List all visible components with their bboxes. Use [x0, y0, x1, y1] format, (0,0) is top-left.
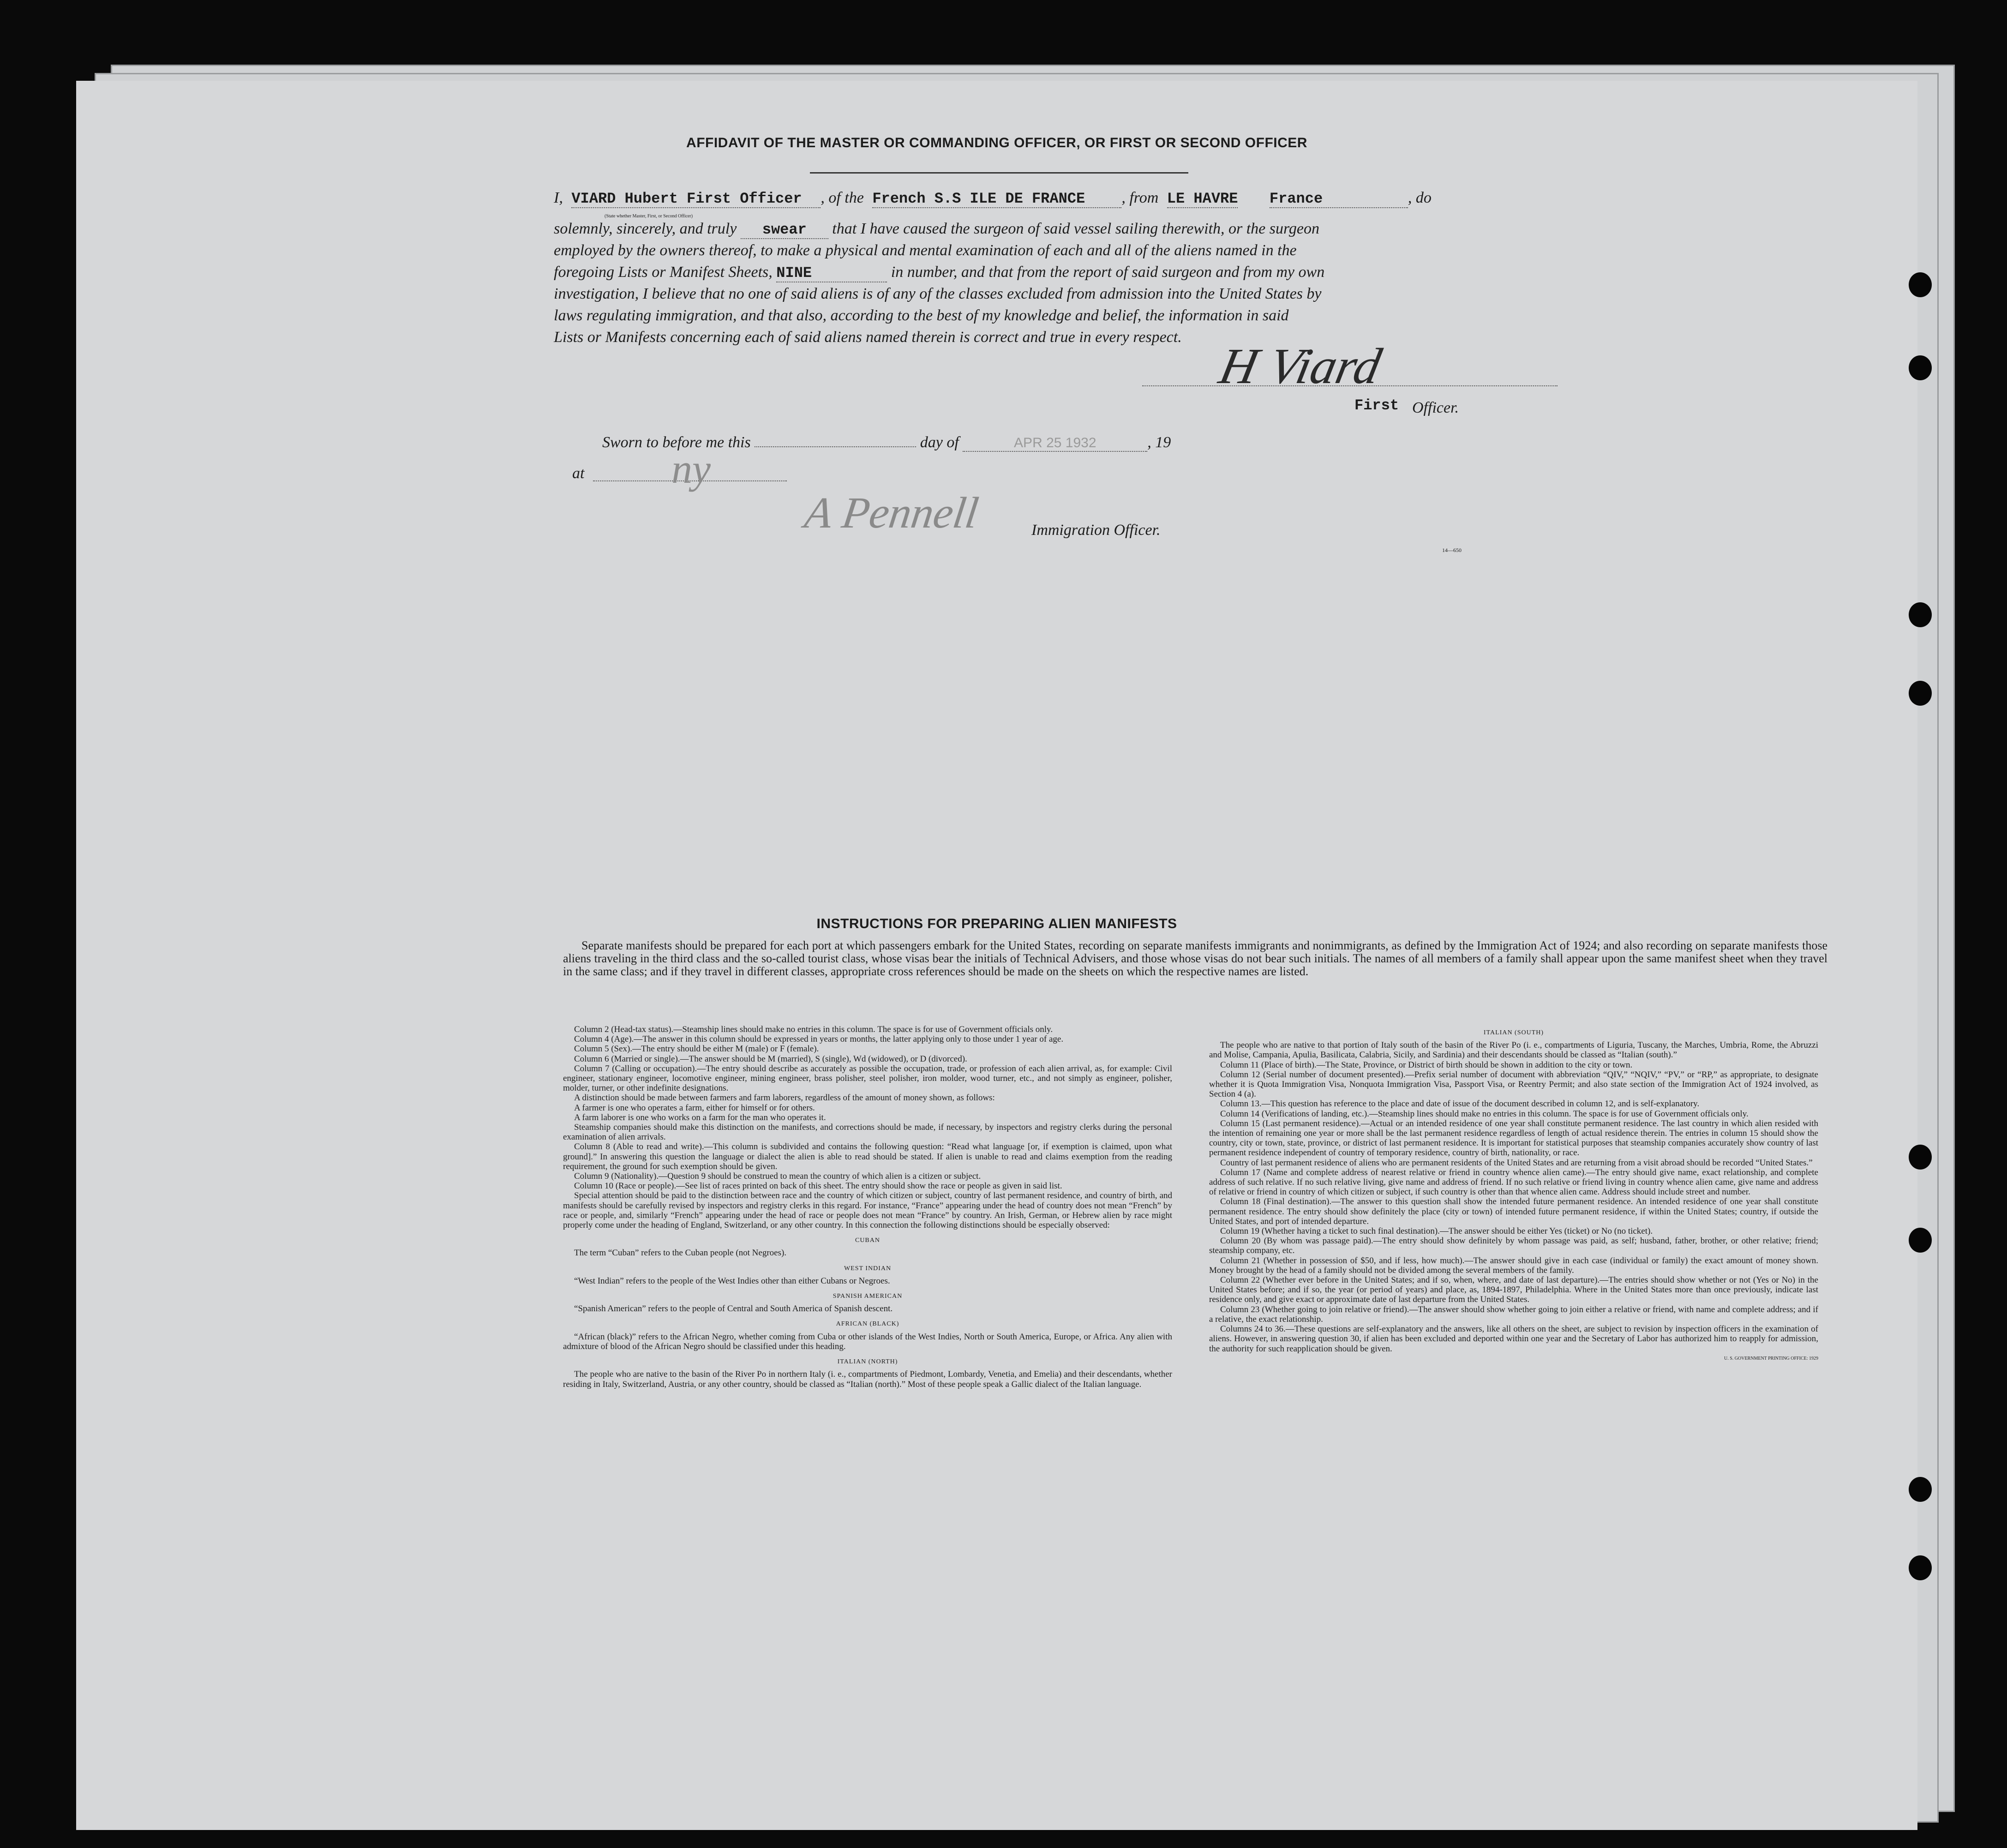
affidavit-line-6: laws regulating immigration, and that also, according to the best of my knowledge and belief, the information in said: [554, 307, 1289, 324]
affidavit-line-5: investigation, I believe that no one of said aliens is of any of the classes excluded from admission into the United States by: [554, 285, 1322, 302]
para-column-15: Column 15 (Last permanent residence).—Actual or an intended residence of one year shall constitute permanent residence. The last country in which alien resided with the intention of remaining one year or more shall be the last permanent residence regardless of length of actual residence therein. The entries in column 15 should show the country, city or town, state, province, or district of last permanent residence. It is important for statistical purposes that steamship companies accurately show country of last permanent residence independent of country of temporary residence, country of birth, nationality, or race.: [1209, 1118, 1818, 1158]
binder-hole: [1909, 355, 1932, 380]
para-west-indian: “West Indian” refers to the people of the West Indies other than either Cubans or Negroes.: [574, 1276, 890, 1286]
affidavit-line-4: [554, 264, 1324, 282]
heading-african: AFRICAN (BLACK): [836, 1320, 899, 1328]
oath-word: swear: [741, 221, 828, 239]
para-laborer-def: A farm laborer is one who works on a farm for the man who operates it.: [574, 1112, 826, 1122]
para-column-21: Column 21 (Whether in possession of $50, and if less, how much).—The answer should give in each case (individual or family) the exact amount of money shown. Money brought by the head of a family should not be divided among the several members of the family.: [1209, 1255, 1818, 1275]
form-number: 14—650: [1442, 547, 1462, 553]
text: foregoing Lists or Manifest Sheets,: [554, 264, 773, 281]
vessel-name: French S.S ILE DE FRANCE: [872, 190, 1121, 208]
para-column-12: Column 12 (Serial number of document presented).—Prefix serial number of document with abbreviation “QIV,” “NQIV,” “PV,” or “RP,” as appropriate, to designate whether it is Quota Immigration Visa, Nonquota Immigration Visa, Passport Visa, or Reentry Permit; and also state section of the Immigration Act of 1924 involved, as Section 4 (a).: [1209, 1069, 1818, 1099]
instructions-title: INSTRUCTIONS FOR PREPARING ALIEN MANIFESTS: [816, 916, 1177, 931]
alien-count: NINE: [776, 264, 887, 282]
at-place: ny: [671, 446, 711, 492]
para-italian-south: The people who are native to that portion of Italy south of the basin of the River Po (i. e., compartments of Liguria, Tuscany, the Marches, Umbria, Rome, the Abruzzi and Molise, Campania, Apulia, Basilicata, Calabria, Sicily, and Sardinia) and their descendants should be classed as “Italian (south).”: [1209, 1040, 1818, 1060]
para-country-residence: Country of last permanent residence of aliens who are permanent residents of the United States and are returning from a visit abroad should be recorded “United States.”: [1220, 1158, 1813, 1168]
heading-italian-south: ITALIAN (SOUTH): [1483, 1029, 1544, 1036]
text: , of the: [821, 189, 864, 206]
day-blank: [755, 446, 916, 447]
text: that I have caused the surgeon of said vessel sailing therewith, or the surgeon: [832, 220, 1320, 237]
para-column-20: Column 20 (By whom was passage paid).—The entry should show definitely by whom passage was paid, as self; husband, father, brother, or other relative; friend; steamship company, etc.: [1209, 1236, 1818, 1256]
heading-west-indian: WEST INDIAN: [844, 1265, 892, 1272]
binder-hole: [1909, 681, 1932, 706]
text: , 19: [1147, 434, 1171, 451]
affidavit-title: AFFIDAVIT OF THE MASTER OR COMMANDING OFFICER, OR FIRST OR SECOND OFFICER: [686, 135, 1307, 150]
officer-label: Officer.: [1412, 399, 1459, 416]
binder-hole: [1909, 272, 1932, 297]
para-column-7: Column 7 (Calling or occupation).—The entry should describe as accurately as possible the occupation, trade, or profession of each alien arrival, as, for example: Civil engineer, stationary engineer, locomotive engineer, mining engineer, brass polisher, steel polisher, iron molder, wood turner, etc., and not simply as engineer, polisher, molder, turner, or other indefinite designations.: [563, 1063, 1172, 1093]
state-note: (State whether Master, First, or Second Officer): [605, 214, 693, 219]
printer-imprint: U. S. GOVERNMENT PRINTING OFFICE: 1929: [1724, 1356, 1818, 1361]
para-column-22: Column 22 (Whether ever before in the United States; and if so, when, where, and date of last departure).—The entries should show whether or not (Yes or No) in the United States before; and if so, the year (or period of years) and place, as, 1894-1897, Philadelphia. Where in the United States more than once previously, indicate last residence only, and give exact or approximate date of last departure from the United States.: [1209, 1275, 1818, 1305]
text: I,: [554, 189, 563, 206]
para-column-4: Column 4 (Age).—The answer in this column should be expressed in years or months, the latter applying only to those under 1 year of age.: [574, 1034, 1064, 1044]
affidavit-line-1: [554, 189, 1883, 208]
text: Sworn to before me this: [602, 434, 751, 451]
title-rule: [810, 172, 1188, 174]
para-special-attention: Special attention should be paid to the distinction between race and the country of which citizen or subject, country of last permanent residence, and country of birth, and manifests should be carefully revised by inspectors and registry clerks in this regard. For instance, “France” appearing under the head of country does not mean “French” by race or people, and, similarly “French” appearing under the head of race or people does not mean “France” by country. An Irish, German, or Hebrew alien by race might properly come under the heading of England, Switzerland, or any other country. In this connection the following distinctions should be especially observed:: [563, 1191, 1172, 1230]
para-spanish-american: “Spanish American” refers to the people of Central and South America of Spanish descent.: [574, 1304, 893, 1314]
text: day of: [920, 434, 959, 451]
para-column-2: Column 2 (Head-tax status).—Steamship lines should make no entries in this column. The space is for use of Government officials only.: [574, 1025, 1053, 1034]
para-column-23: Column 23 (Whether going to join relative or friend).—The answer should show whether going to join either a relative or friend, with name and complete address; and if a relative, the exact relationship.: [1209, 1304, 1818, 1324]
instructions-intro: [563, 939, 1827, 978]
para-column-13: Column 13.—This question has reference to the place and date of issue of the document described in column 12, and is self-explanatory.: [1220, 1099, 1700, 1109]
affidavit-line-3: employed by the owners thereof, to make a physical and mental examination of each and all of the aliens named in the: [554, 242, 1297, 259]
country-name: France: [1270, 190, 1408, 208]
text: in number, and that from the report of said surgeon and from my own: [891, 264, 1325, 281]
heading-spanish-american: SPANISH AMERICAN: [833, 1293, 903, 1300]
para-column-17: Column 17 (Name and complete address of nearest relative or friend in country whence alien came).—The entry should give name, exact relationship, and complete address of such relative. If no such relative living, give name and address of friend. If no such relative or friend living in country whence alien came, give name and address of relative or friend in country of which citizen or subject, if such country is other than that whence alien came. Address should include street and number.: [1209, 1167, 1818, 1197]
para-column-5: Column 5 (Sex).—The entry should be either M (male) or F (female).: [574, 1044, 819, 1054]
officer-name: VIARD Hubert First Officer: [571, 190, 821, 208]
para-farmers: A distinction should be made between farmers and farm laborers, regardless of the amount of money shown, as follows:: [574, 1093, 995, 1103]
para-column-8: Column 8 (Able to read and write).—This column is subdivided and contains the following question: “Read what language [or, if exemption is claimed, upon what ground].” In answering this question the language or dialect the alien is able to read should be stated. If alien is unable to read and claims exemption from the reading requirement, the ground for such exemption should be given.: [563, 1142, 1172, 1171]
affidavit-line-7: Lists or Manifests concerning each of said aliens named therein is correct and true in every respect.: [554, 329, 1182, 346]
para-african: “African (black)” refers to the African Negro, whether coming from Cuba or other islands of the West Indies, North or South America, Europe, or Africa. Any alien with admixture of blood of the African Negro should be classified under this heading.: [563, 1332, 1172, 1351]
text: , from: [1121, 189, 1159, 206]
immigration-signature: A Pennell: [802, 488, 982, 537]
para-column-11: Column 11 (Place of birth).—The State, Province, or District of birth should be shown in addition to the city or town.: [1220, 1060, 1633, 1070]
para-italian-north: The people who are native to the basin of the River Po in northern Italy (i. e., compartments of Piedmont, Lombardy, Venetia, and Emelia) and their descendants, whether residing in Italy, Switzerland, Austria, or any other country, should be classed as “Italian (north).” Most of these people speak a Gallic dialect of the Italian language.: [563, 1369, 1172, 1389]
text: , do: [1408, 189, 1432, 206]
para-cuban: The term “Cuban” refers to the Cuban people (not Negroes).: [574, 1248, 787, 1258]
port-name: LE HAVRE: [1167, 190, 1238, 207]
para-steamship: Steamship companies should make this distinction on the manifests, and corrections should be made, if necessary, by inspectors and registry clerks during the personal examination of alien arrivals.: [563, 1122, 1172, 1142]
heading-cuban: CUBAN: [855, 1237, 880, 1244]
officer-signature: H Viard: [1215, 338, 1386, 394]
instructions-right-column: [1209, 1022, 1818, 1363]
para-column-10: Column 10 (Race or people).—See list of races printed on back of this sheet. The entry should show the race or people as given in said list.: [574, 1181, 1062, 1191]
para-column-19: Column 19 (Whether having a ticket to such final destination).—The answer should be either Yes (ticket) or No (no ticket).: [1220, 1226, 1653, 1236]
at-label: at: [572, 465, 585, 482]
instructions-left-column: [563, 1025, 1172, 1389]
officer-rank: First: [1354, 397, 1399, 414]
binder-hole: [1909, 1477, 1932, 1502]
manifest-page: [76, 81, 1917, 1830]
binder-hole: [1909, 1228, 1932, 1253]
para-column-9: Column 9 (Nationality).—Question 9 should be construed to mean the country of which alien is a citizen or subject.: [574, 1171, 981, 1182]
text: solemnly, sincerely, and truly: [554, 220, 737, 237]
para-column-14: Column 14 (Verifications of landing, etc.).—Steamship lines should make no entries in this column. The space is for use of Government officials only.: [1220, 1109, 1749, 1119]
affidavit-line-2: [554, 220, 1319, 239]
heading-italian-north: ITALIAN (NORTH): [837, 1358, 898, 1366]
binder-hole: [1909, 1555, 1932, 1580]
immigration-label: Immigration Officer.: [1031, 522, 1161, 539]
para-columns-24-36: Columns 24 to 36.—These questions are self-explanatory and the answers, like all others on the sheet, are subject to revision by inspection officers in the examination of aliens. However, in answering question 30, if alien has been excluded and deported within one year and the Secretary of Labor has authorized him to reapply for admission, the authority for such reapplication should be given.: [1209, 1324, 1818, 1354]
intro-paragraph: Separate manifests should be prepared for each port at which passengers embark for the United States, recording on separate manifests immigrants and nonimmigrants, as defined by the Immigration Act of 1924; and also recording on separate manifests those aliens traveling in the third class and the so-called tourist class, whose visas bear the initials of Technical Advisers, and those whose visas do not bear such initials. The names of all members of a family shall appear upon the same manifest sheet when they travel in the same class; and if they travel in different classes, appropriate cross references should be made on the sheets on which the respective names are listed.: [563, 939, 1827, 978]
binder-hole: [1909, 1145, 1932, 1170]
para-column-6: Column 6 (Married or single).—The answer should be M (married), S (single), Wd (widowed), or D (divorced).: [574, 1054, 967, 1064]
para-column-18: Column 18 (Final destination).—The answer to this question shall show the intended future permanent residence. An intended residence of one year shall constitute permanent residence. The entry should show definitely the place (city or town) of intended future permanent residence, if within the United States; country, if outside the United States, and port of intended departure.: [1209, 1197, 1818, 1226]
binder-hole: [1909, 602, 1932, 627]
para-farmer-def: A farmer is one who operates a farm, either for himself or for others.: [574, 1103, 815, 1113]
date-stamp: APR 25 1932: [963, 435, 1147, 452]
